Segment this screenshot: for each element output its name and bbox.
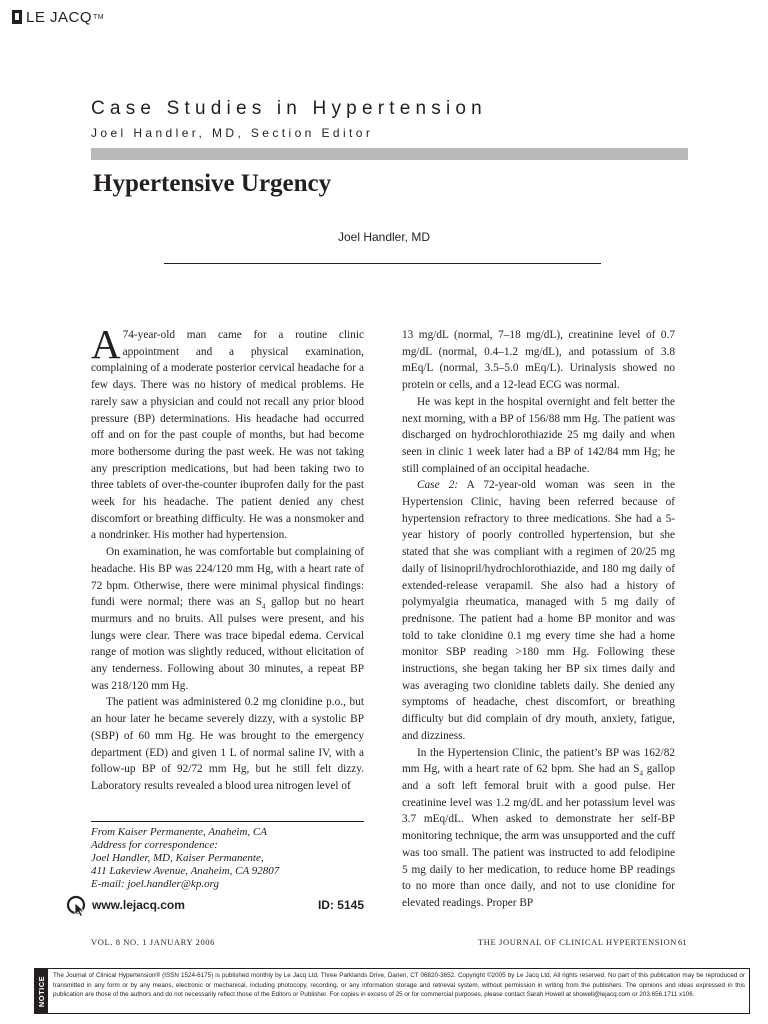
correspondence-email[interactable]: E-mail: joel.handler@kp.org: [91, 878, 219, 890]
paragraph: [91, 321, 364, 544]
copyright-notice: [34, 968, 750, 1014]
publisher-logo-text: LE JACQ: [26, 8, 93, 26]
publisher-logo: [12, 8, 104, 26]
header-bar: [91, 148, 688, 160]
case-label: Case 2:: [417, 479, 459, 492]
paragraph-text: gallop but no heart murmurs and no bruits. All pulses were present, and his lungs were clear. There was trace bipedal edema. Cervical range of motion was slightly reduced, without elicitation of any tenderness. Following about 30 minutes, a repeat BP was 218/120 mm Hg.: [91, 596, 365, 692]
paragraph: [402, 745, 675, 912]
subscript: 4: [261, 602, 266, 611]
paragraph-text: He was kept in the hospital overnight and felt better the next morning, with a BP of 156/88 mm Hg. The patient was discharged on hydrochlorothiazide 25 mg daily and when seen in clinic 1 week later had a BP of 142/84 mm Hg; he still complained of an occipital headache.: [402, 395, 675, 475]
trademark-mark: TM: [93, 13, 105, 21]
paragraph-text: gallop and a soft left femoral bruit with a good pulse. Her creatinine level was 1.2 mg/dL and her potassium level was 3.7 mEq/dL. When asked to demonstrate her self-BP monitoring technique, the arm was unsupported and the cuff was too small. The patient was instructed to add felodipine 5 mg daily to her medication, to reduce home BP readings to no more than once daily, and not to use clonidine for elevated readings. Proper BP: [402, 763, 675, 909]
paragraph: [402, 327, 675, 394]
site-url-link[interactable]: www.lejacq.com: [92, 898, 185, 912]
article-id: ID: 5145: [317, 898, 364, 912]
affiliation-from: From Kaiser Permanente, Anaheim, CA: [91, 826, 267, 838]
paragraph-text: A 72-year-old woman was seen in the Hypertension Clinic, having been referred because of hypertension refractory to three medications. She had a 5-year history of poorly controlled hypertension, but she stated that she was compliant with a regimen of 20/25 mg daily of lisinopril/hydrochlorothiazide, and 180 mg daily of extended-release verapamil. She also had a history of polymyalgia rheumatica, managed with 5 mg daily of prednisone. The patient had a home BP monitor and was told to take clonidine 0.1 mg every time she had a home monitor SBP reading >180 mm Hg. Following these instructions, she began taking her BP six times daily and was averaging two clonidine tablets daily. She denied any symptoms of headache, chest discomfort, or breathing difficulty but did complain of dry mouth, anxiety, fatigue, and dizziness.: [402, 479, 675, 742]
paragraph-text: On examination, he was comfortable but complaining of headache. His BP was 224/120 mm Hg, with a heart rate of 72 bpm. Otherwise, there were minimal physical findings: fundi were normal; there was an S: [91, 546, 364, 609]
online-link-row: [66, 895, 364, 917]
affiliation-block: [91, 826, 364, 891]
correspondence-name: Joel Handler, MD, Kaiser Permanente,: [91, 852, 264, 864]
publisher-logo-icon: [12, 10, 22, 24]
article-title: Hypertensive Urgency: [93, 170, 332, 197]
notice-tab: [35, 969, 48, 1013]
footer-journal-name: THE JOURNAL OF CLINICAL HYPERTENSION: [478, 937, 677, 947]
paragraph-text: In the Hypertension Clinic, the patient’s BP was 162/82 mm Hg, with a heart rate of 62 bpm. She had an S: [402, 746, 675, 776]
notice-text: The Journal of Clinical Hypertension® (ISSN 1524-6175) is published monthly by Le Jacq Ltd, Three Parklands Drive, Darien, CT 06820-3652. Copyright ©2005 by Le Jacq Ltd, All rights reserved. No part of this publication may be reproduced or transmitted in any form or by any means, electronic or mechanical, including photocopy, recording, or any information storage and retrieval system, without permission in writing from the publishers. The opinions and ideas expressed in this publication are those of the authors and do not necessarily reflect those of the Editors or Publisher. For copies in excess of 25 or for commercial purposes, please contact Sarah Howell at showell@lejacq.com or 203.656.1711 x106.: [53, 972, 745, 998]
cursor-arrow-icon: [66, 895, 88, 917]
series-editor: Joel Handler, MD, Section Editor: [91, 126, 374, 140]
drop-cap: A: [91, 321, 121, 367]
correspondence-street: 411 Lakeview Avenue, Anaheim, CA 92807: [91, 865, 280, 877]
footer-issue: VOL. 8 NO. 1 JANUARY 2006: [91, 937, 216, 947]
paragraph-text: 13 mg/dL (normal, 7–18 mg/dL), creatinine level of 0.7 mg/dL (normal, 0.4–1.2 mg/dL), and potassium of 3.8 mEq/L (normal, 3.5–5.0 mEq/L). Urinalysis showed no protein or cells, and a 12-lead ECG was normal.: [402, 329, 675, 392]
body-left-column: [91, 321, 365, 795]
series-title: Case Studies in Hypertension: [91, 98, 487, 119]
subscript: 4: [639, 769, 644, 778]
paragraph-text: The patient was administered 0.2 mg clonidine p.o., but an hour later he became severely dizzy, with a systolic BP (SBP) of 60 mm Hg. He was brought to the emergency department (ED) and given 1 L of normal saline IV, with a follow-up BP of 92/72 mm Hg, but he still felt dizzy. Laboratory results revealed a blood urea nitrogen level of: [91, 696, 364, 792]
body-right-column: [402, 327, 675, 912]
article-author: Joel Handler, MD: [337, 230, 431, 244]
paragraph: [91, 694, 364, 794]
paragraph-text: 74-year-old man came for a routine clinic appointment and a physical examination, complaining of a moderate posterior cervical headache for a few days. There was no history of medical problems. He rarely saw a physician and could not recall any prior blood pressure (BP) determinations. His headache had occurred off and on for the past couple of months, but had become more bothersome during the past week. He was not taking any prescription medications, but had been taking two to three tablets of over-the-counter ibuprofen daily for the past week for his headache. The patient denied any chest discomfort or breathing difficulty. He was a nonsmoker and a nondrinker. His mother had hypertension.: [91, 329, 364, 542]
paragraph: [402, 477, 675, 744]
paragraph: [91, 544, 364, 694]
page-number: 61: [678, 937, 687, 947]
correspondence-label: Address for correspondence:: [91, 839, 218, 851]
paragraph: [402, 394, 675, 478]
affiliation-divider: [91, 821, 364, 822]
title-divider: [164, 263, 601, 264]
notice-tab-label: NOTICE: [37, 975, 46, 1007]
